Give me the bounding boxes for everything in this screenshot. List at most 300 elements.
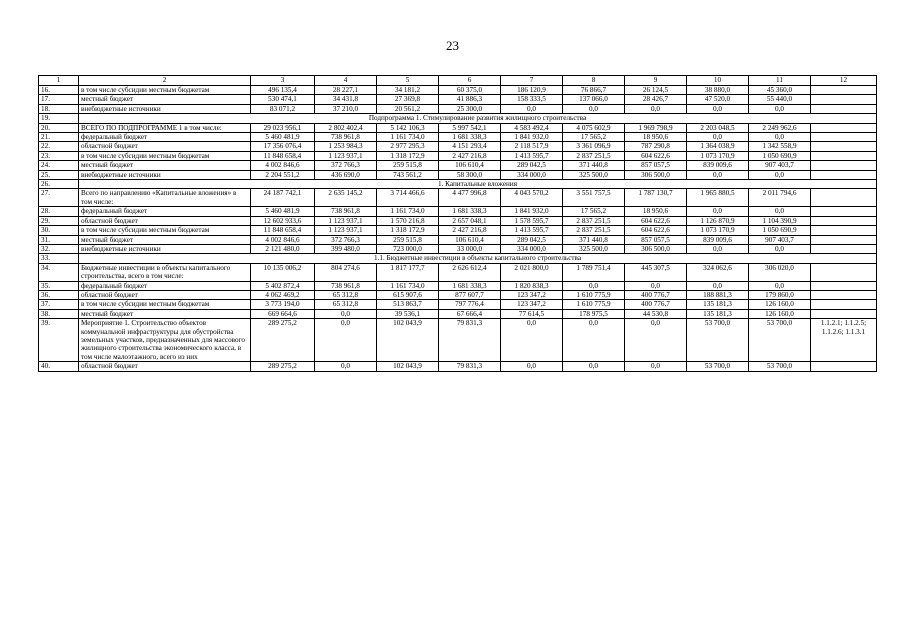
value-cell: 1 253 984,3 [315, 142, 377, 151]
target-code-cell [811, 123, 877, 132]
target-code-cell [811, 216, 877, 225]
row-label: местный бюджет [79, 235, 251, 244]
target-code-cell [811, 290, 877, 299]
page-number: 23 [446, 38, 459, 53]
target-code-cell [811, 300, 877, 309]
table-header-row [39, 76, 877, 86]
value-cell: 0,0 [625, 104, 687, 113]
value-cell: 2 021 800,0 [501, 263, 563, 281]
table-row [39, 300, 877, 309]
value-cell: 289 042,5 [501, 161, 563, 170]
value-cell: 34 181,2 [377, 86, 439, 95]
value-cell: 79 831,3 [439, 362, 501, 371]
value-cell: 41 886,3 [439, 95, 501, 104]
value-cell: 4 062 469,2 [251, 290, 315, 299]
row-label: федеральный бюджет [79, 133, 251, 142]
value-cell: 5 997 542,1 [439, 123, 501, 132]
value-cell: 877 607,7 [439, 290, 501, 299]
value-cell: 787 290,8 [625, 142, 687, 151]
row-number: 20. [39, 123, 79, 132]
row-number: 40. [39, 362, 79, 371]
row-label: в том числе субсидии местным бюджетам [79, 151, 251, 160]
value-cell: 1 578 595,7 [501, 216, 563, 225]
value-cell: 1 161 734,0 [377, 207, 439, 216]
value-cell: 106 610,4 [439, 161, 501, 170]
value-cell: 12 602 933,6 [251, 216, 315, 225]
row-label: Всего по направлению «Капитальные вложения» в том числе: [79, 189, 251, 207]
target-code-cell [811, 86, 877, 95]
table-row [39, 263, 877, 281]
value-cell: 60 375,0 [439, 86, 501, 95]
value-cell: 1 969 798,9 [625, 123, 687, 132]
value-cell: 2 977 295,3 [377, 142, 439, 151]
value-cell: 1 841 932,0 [501, 133, 563, 142]
value-cell: 0,0 [501, 319, 563, 362]
value-cell: 2 837 251,5 [563, 216, 625, 225]
value-cell: 28 227,1 [315, 86, 377, 95]
value-cell: 28 426,7 [625, 95, 687, 104]
value-cell: 1 413 595,7 [501, 226, 563, 235]
value-cell: 11 848 658,4 [251, 151, 315, 160]
value-cell: 604 622,6 [625, 151, 687, 160]
value-cell: 804 274,6 [315, 263, 377, 281]
table-row [39, 319, 877, 362]
value-cell: 1 126 870,9 [687, 216, 749, 225]
value-cell: 259 515,8 [377, 235, 439, 244]
value-cell: 2 427 216,8 [439, 151, 501, 160]
budget-table [38, 75, 877, 372]
table-row [39, 133, 877, 142]
target-code-cell [811, 235, 877, 244]
value-cell: 1 050 690,9 [749, 151, 811, 160]
value-cell: 1 161 734,0 [377, 281, 439, 290]
value-cell: 306 500,0 [625, 170, 687, 179]
value-cell: 1 789 751,4 [563, 263, 625, 281]
target-code-cell [811, 161, 877, 170]
value-cell: 857 057,5 [625, 235, 687, 244]
column-header: 12 [811, 76, 877, 86]
target-code-cell [811, 104, 877, 113]
value-cell: 1 413 595,7 [501, 151, 563, 160]
value-cell: 0,0 [625, 319, 687, 362]
table-row [39, 309, 877, 318]
value-cell: 0,0 [563, 104, 625, 113]
value-cell: 1 073 170,9 [687, 151, 749, 160]
row-number: 24. [39, 161, 79, 170]
table-row [39, 170, 877, 179]
value-cell: 3 773 194,0 [251, 300, 315, 309]
value-cell: 25 300,0 [439, 104, 501, 113]
row-label: областной бюджет [79, 362, 251, 371]
target-code-cell [811, 207, 877, 216]
row-number: 21. [39, 133, 79, 142]
value-cell: 38 880,0 [687, 86, 749, 95]
value-cell: 0,0 [687, 133, 749, 142]
value-cell: 76 866,7 [563, 86, 625, 95]
row-label: Мероприятие 1. Строительство объектов коммунальной инфраструктуры для обустройства земельных участков, предназначенных для массового жилищного строительства экономического класса, в том числе малоэтажного, всего из них [79, 319, 251, 362]
value-cell: 2 121 480,0 [251, 244, 315, 253]
value-cell: 496 135,4 [251, 86, 315, 95]
value-cell: 0,0 [687, 281, 749, 290]
target-code-cell [811, 189, 877, 207]
section-title: 1. Капитальные вложения [79, 180, 877, 189]
value-cell: 10 135 006,2 [251, 263, 315, 281]
value-cell: 615 907,6 [377, 290, 439, 299]
row-number: 18. [39, 104, 79, 113]
value-cell: 839 009,6 [687, 161, 749, 170]
value-cell: 45 360,0 [749, 86, 811, 95]
value-cell: 1 820 838,3 [501, 281, 563, 290]
value-cell: 1 073 170,9 [687, 226, 749, 235]
value-cell: 325 500,0 [563, 170, 625, 179]
value-cell: 44 530,8 [625, 309, 687, 318]
value-cell: 58 300,0 [439, 170, 501, 179]
value-cell: 0,0 [563, 319, 625, 362]
row-label: местный бюджет [79, 161, 251, 170]
target-code-cell [811, 170, 877, 179]
row-number: 29. [39, 216, 79, 225]
value-cell: 17 356 076,4 [251, 142, 315, 151]
value-cell: 123 347,2 [501, 290, 563, 299]
value-cell: 324 062,6 [687, 263, 749, 281]
table-row [39, 235, 877, 244]
value-cell: 178 975,5 [563, 309, 625, 318]
value-cell: 0,0 [315, 362, 377, 371]
value-cell: 289 275,2 [251, 362, 315, 371]
row-label: ВСЕГО ПО ПОДПРОГРАММЕ 1 в том числе: [79, 123, 251, 132]
value-cell: 4 002 846,6 [251, 235, 315, 244]
value-cell: 0,0 [315, 319, 377, 362]
value-cell: 743 561,2 [377, 170, 439, 179]
value-cell: 0,0 [501, 104, 563, 113]
value-cell: 289 275,2 [251, 319, 315, 362]
value-cell: 17 565,2 [563, 133, 625, 142]
row-number: 27. [39, 189, 79, 207]
value-cell: 18 950,6 [625, 133, 687, 142]
table-row [39, 226, 877, 235]
value-cell: 1 681 338,3 [439, 281, 501, 290]
value-cell: 0,0 [625, 281, 687, 290]
value-cell: 334 000,0 [501, 170, 563, 179]
value-cell: 26 124,5 [625, 86, 687, 95]
table-row [39, 189, 877, 207]
value-cell: 306 500,0 [625, 244, 687, 253]
value-cell: 179 860,0 [749, 290, 811, 299]
target-code-cell [811, 226, 877, 235]
value-cell: 371 440,8 [563, 235, 625, 244]
target-code-cell [811, 151, 877, 160]
value-cell: 400 776,7 [625, 300, 687, 309]
value-cell: 306 020,0 [749, 263, 811, 281]
value-cell: 1 570 216,8 [377, 216, 439, 225]
row-number: 28. [39, 207, 79, 216]
value-cell: 1 787 130,7 [625, 189, 687, 207]
value-cell: 0,0 [749, 244, 811, 253]
value-cell: 738 961,8 [315, 207, 377, 216]
value-cell: 27 369,8 [377, 95, 439, 104]
target-code-cell [811, 309, 877, 318]
value-cell: 106 610,4 [439, 235, 501, 244]
row-number: 36. [39, 290, 79, 299]
section-row [39, 180, 877, 189]
value-cell: 2 203 048,5 [687, 123, 749, 132]
value-cell: 0,0 [563, 362, 625, 371]
row-label: Бюджетные инвестиции в объекты капитального строительства, всего в том числе: [79, 263, 251, 281]
value-cell: 839 009,6 [687, 235, 749, 244]
row-number: 23. [39, 151, 79, 160]
value-cell: 0,0 [501, 362, 563, 371]
value-cell: 1 965 880,5 [687, 189, 749, 207]
column-header: 7 [501, 76, 563, 86]
column-header: 10 [687, 76, 749, 86]
value-cell: 334 000,0 [501, 244, 563, 253]
value-cell: 2 635 145,2 [315, 189, 377, 207]
row-number: 17. [39, 95, 79, 104]
value-cell: 738 961,8 [315, 133, 377, 142]
value-cell: 1 610 775,9 [563, 300, 625, 309]
value-cell: 2 837 251,5 [563, 151, 625, 160]
table-row [39, 290, 877, 299]
value-cell: 53 700,0 [687, 362, 749, 371]
table-row [39, 95, 877, 104]
value-cell: 1 610 775,9 [563, 290, 625, 299]
value-cell: 1 161 734,0 [377, 133, 439, 142]
value-cell: 372 766,3 [315, 235, 377, 244]
value-cell: 17 565,2 [563, 207, 625, 216]
value-cell: 669 664,6 [251, 309, 315, 318]
row-label: местный бюджет [79, 309, 251, 318]
column-header: 3 [251, 76, 315, 86]
row-label: областной бюджет [79, 142, 251, 151]
row-number: 25. [39, 170, 79, 179]
value-cell: 39 536,1 [377, 309, 439, 318]
table-row [39, 161, 877, 170]
value-cell: 0,0 [563, 281, 625, 290]
target-code-cell: 1.1.2.1; 1.1.2.5; 1.1.2.6; 1.1.3.1 [811, 319, 877, 362]
value-cell: 1 123 937,1 [315, 216, 377, 225]
value-cell: 126 160,0 [749, 300, 811, 309]
section-title: Подпрограмма 1. Стимулирование развития жилищного строительства [79, 114, 877, 123]
value-cell: 20 561,2 [377, 104, 439, 113]
value-cell: 513 863,7 [377, 300, 439, 309]
value-cell: 797 776,4 [439, 300, 501, 309]
row-label: областной бюджет [79, 216, 251, 225]
table-row [39, 216, 877, 225]
value-cell: 158 333,5 [501, 95, 563, 104]
value-cell: 4 075 602,9 [563, 123, 625, 132]
value-cell: 372 766,3 [315, 161, 377, 170]
value-cell: 371 440,8 [563, 161, 625, 170]
value-cell: 738 961,8 [315, 281, 377, 290]
value-cell: 2 204 551,2 [251, 170, 315, 179]
table-row [39, 151, 877, 160]
value-cell: 53 700,0 [749, 362, 811, 371]
value-cell: 5 402 872,4 [251, 281, 315, 290]
value-cell: 0,0 [687, 170, 749, 179]
value-cell: 604 622,6 [625, 216, 687, 225]
row-label: в том числе субсидии местным бюджетам [79, 300, 251, 309]
value-cell: 2 011 794,6 [749, 189, 811, 207]
value-cell: 325 500,0 [563, 244, 625, 253]
value-cell: 400 776,7 [625, 290, 687, 299]
row-number: 16. [39, 86, 79, 95]
value-cell: 1 817 177,7 [377, 263, 439, 281]
value-cell: 1 364 038,9 [687, 142, 749, 151]
row-number: 32. [39, 244, 79, 253]
value-cell: 0,0 [315, 309, 377, 318]
row-number: 31. [39, 235, 79, 244]
value-cell: 1 681 338,3 [439, 207, 501, 216]
value-cell: 79 831,3 [439, 319, 501, 362]
row-number: 39. [39, 319, 79, 362]
value-cell: 1 104 390,9 [749, 216, 811, 225]
value-cell: 0,0 [749, 207, 811, 216]
value-cell: 4 583 492,4 [501, 123, 563, 132]
value-cell: 37 210,0 [315, 104, 377, 113]
target-code-cell [811, 263, 877, 281]
value-cell: 24 187 742,1 [251, 189, 315, 207]
value-cell: 399 480,0 [315, 244, 377, 253]
value-cell: 3 361 096,9 [563, 142, 625, 151]
value-cell: 2 118 517,9 [501, 142, 563, 151]
value-cell: 47 520,0 [687, 95, 749, 104]
target-code-cell [811, 362, 877, 371]
value-cell: 1 841 932,0 [501, 207, 563, 216]
target-code-cell [811, 133, 877, 142]
value-cell: 65 312,8 [315, 300, 377, 309]
target-code-cell [811, 281, 877, 290]
value-cell: 77 614,5 [501, 309, 563, 318]
value-cell: 907 403,7 [749, 161, 811, 170]
column-header: 6 [439, 76, 501, 86]
value-cell: 445 307,5 [625, 263, 687, 281]
column-header: 8 [563, 76, 625, 86]
value-cell: 186 120,9 [501, 86, 563, 95]
target-code-cell [811, 95, 877, 104]
value-cell: 2 802 402,4 [315, 123, 377, 132]
value-cell: 53 700,0 [749, 319, 811, 362]
value-cell: 1 123 937,1 [315, 151, 377, 160]
value-cell: 4 151 293,4 [439, 142, 501, 151]
value-cell: 2 427 216,8 [439, 226, 501, 235]
row-label: федеральный бюджет [79, 281, 251, 290]
value-cell: 530 474,1 [251, 95, 315, 104]
row-label: местный бюджет [79, 95, 251, 104]
row-label: внебюджетные источники [79, 104, 251, 113]
value-cell: 0,0 [749, 133, 811, 142]
row-label: областной бюджет [79, 290, 251, 299]
value-cell: 0,0 [749, 281, 811, 290]
value-cell: 33 000,0 [439, 244, 501, 253]
column-header: 1 [39, 76, 79, 86]
table-row [39, 281, 877, 290]
table-row [39, 142, 877, 151]
target-code-cell [811, 142, 877, 151]
section-row [39, 254, 877, 263]
table-row [39, 104, 877, 113]
section-title: 1.1. Бюджетные инвестиции в объекты капитального строительства [79, 254, 877, 263]
value-cell: 135 181,3 [687, 309, 749, 318]
value-cell: 123 347,2 [501, 300, 563, 309]
column-header: 11 [749, 76, 811, 86]
table-row [39, 86, 877, 95]
value-cell: 1 681 338,3 [439, 133, 501, 142]
column-header: 2 [79, 76, 251, 86]
value-cell: 102 043,9 [377, 362, 439, 371]
value-cell: 5 460 481,9 [251, 207, 315, 216]
value-cell: 857 057,5 [625, 161, 687, 170]
value-cell: 67 666,4 [439, 309, 501, 318]
target-code-cell [811, 244, 877, 253]
table-row [39, 362, 877, 371]
value-cell: 83 071,2 [251, 104, 315, 113]
value-cell: 0,0 [749, 104, 811, 113]
value-cell: 0,0 [687, 207, 749, 216]
row-number: 37. [39, 300, 79, 309]
section-row [39, 114, 877, 123]
row-number: 34. [39, 263, 79, 281]
value-cell: 137 066,0 [563, 95, 625, 104]
value-cell: 188 881,3 [687, 290, 749, 299]
value-cell: 55 440,0 [749, 95, 811, 104]
column-header: 5 [377, 76, 439, 86]
value-cell: 34 431,8 [315, 95, 377, 104]
row-number: 33. [39, 254, 79, 263]
value-cell: 135 181,3 [687, 300, 749, 309]
value-cell: 3 551 757,5 [563, 189, 625, 207]
value-cell: 5 460 481,9 [251, 133, 315, 142]
row-number: 19. [39, 114, 79, 123]
table-row [39, 244, 877, 253]
value-cell: 53 700,0 [687, 319, 749, 362]
value-cell: 289 042,5 [501, 235, 563, 244]
value-cell: 436 690,0 [315, 170, 377, 179]
row-label: в том числе субсидии местным бюджетам [79, 226, 251, 235]
row-number: 26. [39, 180, 79, 189]
row-label: внебюджетные источники [79, 170, 251, 179]
value-cell: 5 142 106,3 [377, 123, 439, 132]
row-number: 38. [39, 309, 79, 318]
value-cell: 0,0 [749, 170, 811, 179]
value-cell: 259 515,8 [377, 161, 439, 170]
value-cell: 4 043 570,2 [501, 189, 563, 207]
row-number: 22. [39, 142, 79, 151]
value-cell: 1 342 558,9 [749, 142, 811, 151]
value-cell: 604 622,6 [625, 226, 687, 235]
value-cell: 1 050 690,9 [749, 226, 811, 235]
value-cell: 4 002 846,6 [251, 161, 315, 170]
value-cell: 1 318 172,9 [377, 226, 439, 235]
value-cell: 1 123 937,1 [315, 226, 377, 235]
table-row [39, 123, 877, 132]
value-cell: 0,0 [687, 104, 749, 113]
value-cell: 2 249 962,6 [749, 123, 811, 132]
value-cell: 4 477 996,8 [439, 189, 501, 207]
value-cell: 723 000,0 [377, 244, 439, 253]
value-cell: 18 950,6 [625, 207, 687, 216]
value-cell: 11 848 658,4 [251, 226, 315, 235]
row-label: в том числе субсидии местным бюджетам [79, 86, 251, 95]
value-cell: 2 626 612,4 [439, 263, 501, 281]
table-row [39, 207, 877, 216]
value-cell: 907 403,7 [749, 235, 811, 244]
value-cell: 0,0 [625, 362, 687, 371]
value-cell: 2 657 048,1 [439, 216, 501, 225]
row-number: 35. [39, 281, 79, 290]
value-cell: 2 837 251,5 [563, 226, 625, 235]
value-cell: 1 318 172,9 [377, 151, 439, 160]
value-cell: 126 160,0 [749, 309, 811, 318]
